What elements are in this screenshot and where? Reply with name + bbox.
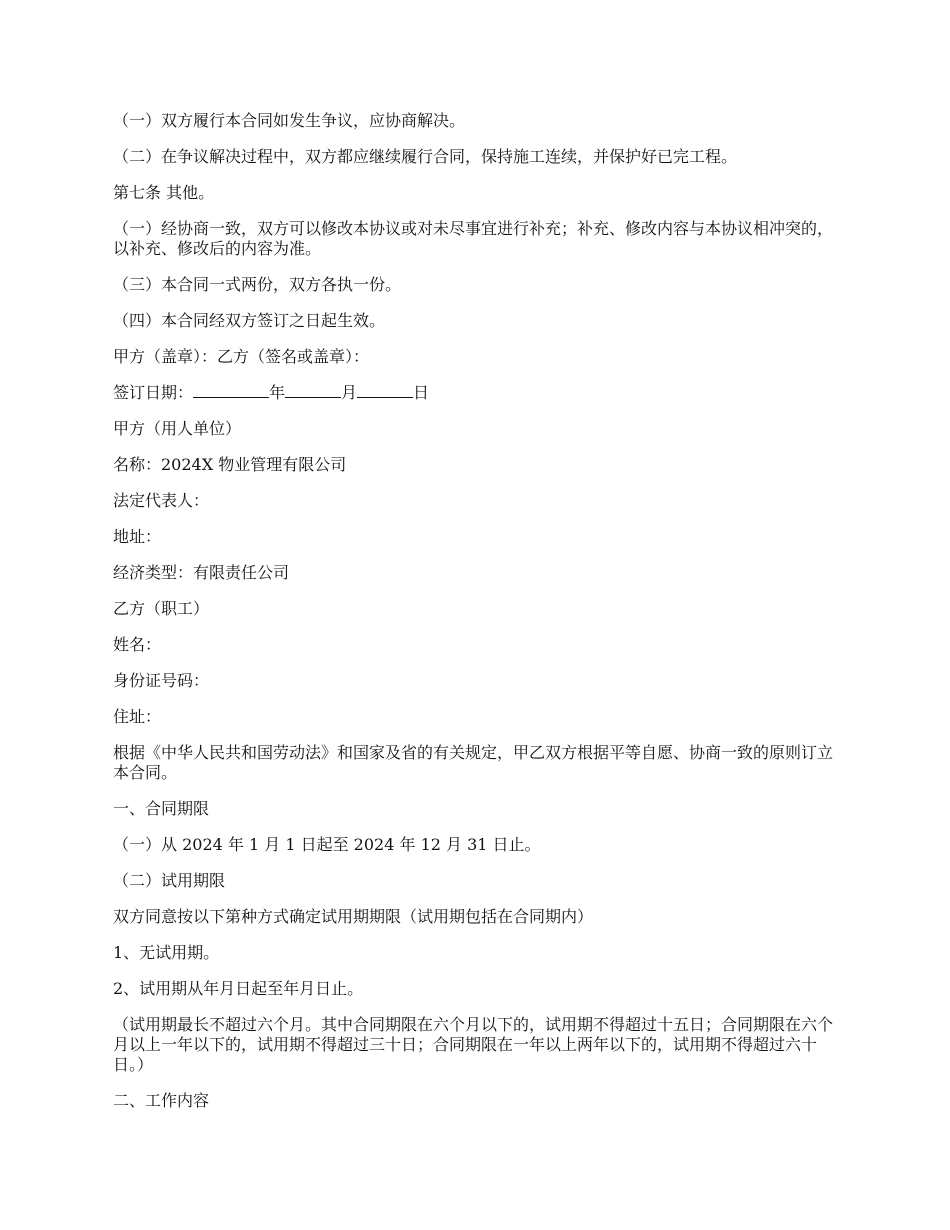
day-blank: [357, 383, 413, 398]
probation-heading: （二）试用期限: [113, 871, 226, 890]
paragraph-dispute-2: （二）在争议解决过程中，双方都应继续履行合同，保持施工连续，并保护好已完工程。: [113, 147, 738, 166]
paragraph-dispute-1: （一）双方履行本合同如发生争议，应协商解决。: [113, 111, 466, 130]
legal-representative: 法定代表人：: [113, 491, 210, 510]
probation-option-2: 2、试用期从年月日起至年月日止。: [113, 979, 364, 998]
sign-date-label: 签订日期：: [113, 383, 194, 402]
probation-intro: 双方同意按以下第种方式确定试用期期限（试用期包括在合同期内）: [113, 907, 594, 926]
document-body: [113, 111, 843, 1127]
section-2-heading: 二、工作内容: [113, 1091, 210, 1110]
id-number: 身份证号码：: [113, 671, 210, 690]
probation-option-1: 1、无试用期。: [113, 943, 220, 962]
day-label: 日: [413, 383, 430, 402]
sign-date-line: [113, 383, 843, 403]
probation-note: （试用期最长不超过六个月。其中合同期限在六个月以下的，试用期不得超过十五日；合同期限在六个月以上一年以下的，试用期不得超过三十日；合同期限在一年以上两年以下的，试用期不得超过六十日。）: [113, 1015, 834, 1074]
contract-term: （一）从 2024 年 1 月 1 日起至 2024 年 12 月 31 日止。: [113, 835, 541, 854]
article-7-heading: 第七条 其他。: [113, 183, 215, 202]
year-blank: [193, 383, 269, 398]
residence: 住址：: [113, 707, 162, 726]
month-label: 月: [341, 383, 358, 402]
month-blank: [285, 383, 341, 398]
employee-name: 姓名：: [113, 635, 162, 654]
company-name: 名称：2024X 物业管理有限公司: [113, 455, 347, 474]
economic-type: 经济类型：有限责任公司: [113, 563, 290, 582]
party-a-heading: 甲方（用人单位）: [113, 419, 242, 438]
paragraph-other-4: （四）本合同经双方签订之日起生效。: [113, 311, 386, 330]
section-1-heading: 一、合同期限: [113, 799, 210, 818]
paragraph-other-3: （三）本合同一式两份，双方各执一份。: [113, 275, 402, 294]
party-b-heading: 乙方（职工）: [113, 599, 210, 618]
paragraph-other-1: （一）经协商一致，双方可以修改本协议或对未尽事宜进行补充；补充、修改内容与本协议相冲突的，以补充、修改后的内容为准。: [113, 219, 834, 258]
address: 地址：: [113, 527, 162, 546]
signature-parties: 甲方（盖章）：乙方（签名或盖章）：: [113, 347, 370, 366]
year-label: 年: [269, 383, 286, 402]
contract-preamble: 根据《中华人民共和国劳动法》和国家及省的有关规定，甲乙双方根据平等自愿、协商一致的原则订立本合同。: [113, 743, 834, 782]
